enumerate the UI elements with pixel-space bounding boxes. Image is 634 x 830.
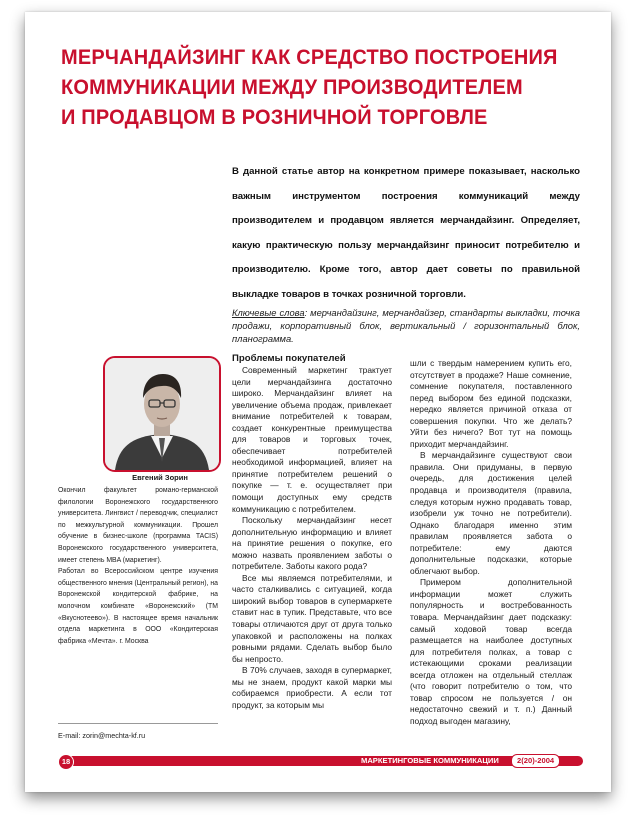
bio-paragraph: Работал во Всероссийском центре изучения общественного мнения (Центральный регион), на Воронежской кондитерской фабрике, на молочном комбинате «Воронежский» (ТМ «Вкуснотеево»). В настоящее время начальник отдела маркетинга в ООО «Кондитерская фабрика «Мечта». г. Москва bbox=[58, 568, 218, 645]
footer-bar bbox=[59, 756, 583, 766]
title-line-1: МЕРЧАНДАЙЗИНГ КАК СРЕДСТВО ПОСТРОЕНИЯ bbox=[61, 45, 558, 69]
article-column-2 bbox=[410, 358, 572, 728]
article-title bbox=[61, 42, 563, 132]
title-line-3: И ПРОДАВЦОМ В РОЗНИЧНОЙ ТОРГОВЛЕ bbox=[61, 105, 488, 129]
article-lead: В данной статье автор на конкретном примере показывает, насколько важным инструментом построения коммуникаций между производителем и продавцом является мерчандайзинг. Определяет, какую практическую пользу мерчандайзинг приносит потребителю и производителю. Кроме того, автор дает советы по правильной выкладке товаров в точках розничной торговли. bbox=[232, 166, 580, 300]
footer-section-label: МАРКЕТИНГОВЫЕ КОММУНИКАЦИИ bbox=[361, 756, 499, 765]
body-paragraph: Примером дополнительной информации может служить популярность и востребованность товара. Мерчандайзинг дает подсказку: самый ходовой товар всегда размещается на наиболее доступных для потребителя полках, а товар с истекающими сроками реализации всегда отложен на отдельный стеллаж (что говорит потребителю о том, что товар спросом не пользуется / он недостаточно свежий и т. п.) Данный подход выгоден магазину, bbox=[410, 577, 572, 726]
journal-page bbox=[25, 12, 611, 792]
body-paragraph: Поскольку мерчандайзинг несет дополнительную информацию и влияет на принятие решения о покупке, его можно назвать проявлением заботы о потребителе. Заботы какого рода? bbox=[232, 515, 392, 572]
body-paragraph: шли с твердым намерением купить его, отсутствует в продаже? Наше сомнение, сомнение покупателя, поставленного перед выбором без единой подсказки, нередко является причиной отказа от совершения покупки. Что же делать? Уйти без ничего? Вот тут на помощь приходит мерчандайзинг. bbox=[410, 358, 572, 449]
author-photo bbox=[103, 356, 221, 472]
bio-divider bbox=[58, 723, 218, 724]
body-paragraph: Современный маркетинг трактует цели мерчандайзинга достаточно широко. Мерчандайзинг влияет на увеличение объема продаж, привлекает внимание потребителей к товарам, создает конкурентные преимущества для товаров и торговых точек, обеспечивает потребителей необходимой информацией, влияет на принятие потребителем решений о покупке — т. е. осуществляет при помощи доступных ему средств коммуникацию с потребителем. bbox=[232, 365, 392, 514]
bio-paragraph: Окончил факультет романо-германской филологии Воронежского государственного университета. Лингвист / переводчик, специалист по межкультурной коммуникации. Прошел обучение в бизнес-школе (программа TACIS) Воронежского государственного университета, имеет степень MBA (маркетинг). bbox=[58, 487, 218, 564]
author-portrait-image bbox=[105, 358, 219, 470]
section-heading: Проблемы покупателей bbox=[232, 353, 346, 364]
author-bio bbox=[58, 485, 218, 647]
article-column-1 bbox=[232, 353, 392, 711]
author-email[interactable]: E-mail: zorin@mechta-kf.ru bbox=[58, 731, 146, 740]
page-footer bbox=[59, 754, 583, 766]
body-paragraph: В мерчандайзинге существуют свои правила. Они придуманы, в первую очередь, для достижения целей продавца и производителя (правила, следуя которым нужно продавать товар, изобрели уж точно не потребители). Однако благодаря именно этим правилам проявляется забота о потребителе: ему даются дополнительные подсказки, которые облегчают выбор. bbox=[410, 450, 572, 576]
page-number: 18 bbox=[58, 754, 74, 770]
keywords-label: Ключевые слова bbox=[232, 307, 305, 318]
body-paragraph: Все мы являемся потребителями, и часто сталкивались с ситуацией, когда широкий выбор товаров в супермаркете ставит нас в тупик. Представьте, что все товары отличаются друг от друга только упаковкой и расположены на полках ровными рядами. Сделать выбор было бы непросто. bbox=[232, 572, 392, 664]
author-name: Евгений Зорин bbox=[132, 473, 188, 482]
keywords-text: : мерчандайзинг, мерчандайзер, стандарты выкладки, точка продажи, корпоративный блок, вертикальный / горизонтальный блок, планограмма. bbox=[232, 307, 580, 344]
keywords bbox=[232, 306, 580, 345]
issue-badge: 2(20)-2004 bbox=[511, 754, 560, 768]
body-paragraph: В 70% случаев, заходя в супермаркет, мы не знаем, продукт какой марки мы собираемся приобрести. А если тот продукт, за которым мы bbox=[232, 665, 392, 710]
title-line-2: КОММУНИКАЦИИ МЕЖДУ ПРОИЗВОДИТЕЛЕМ bbox=[61, 75, 523, 99]
